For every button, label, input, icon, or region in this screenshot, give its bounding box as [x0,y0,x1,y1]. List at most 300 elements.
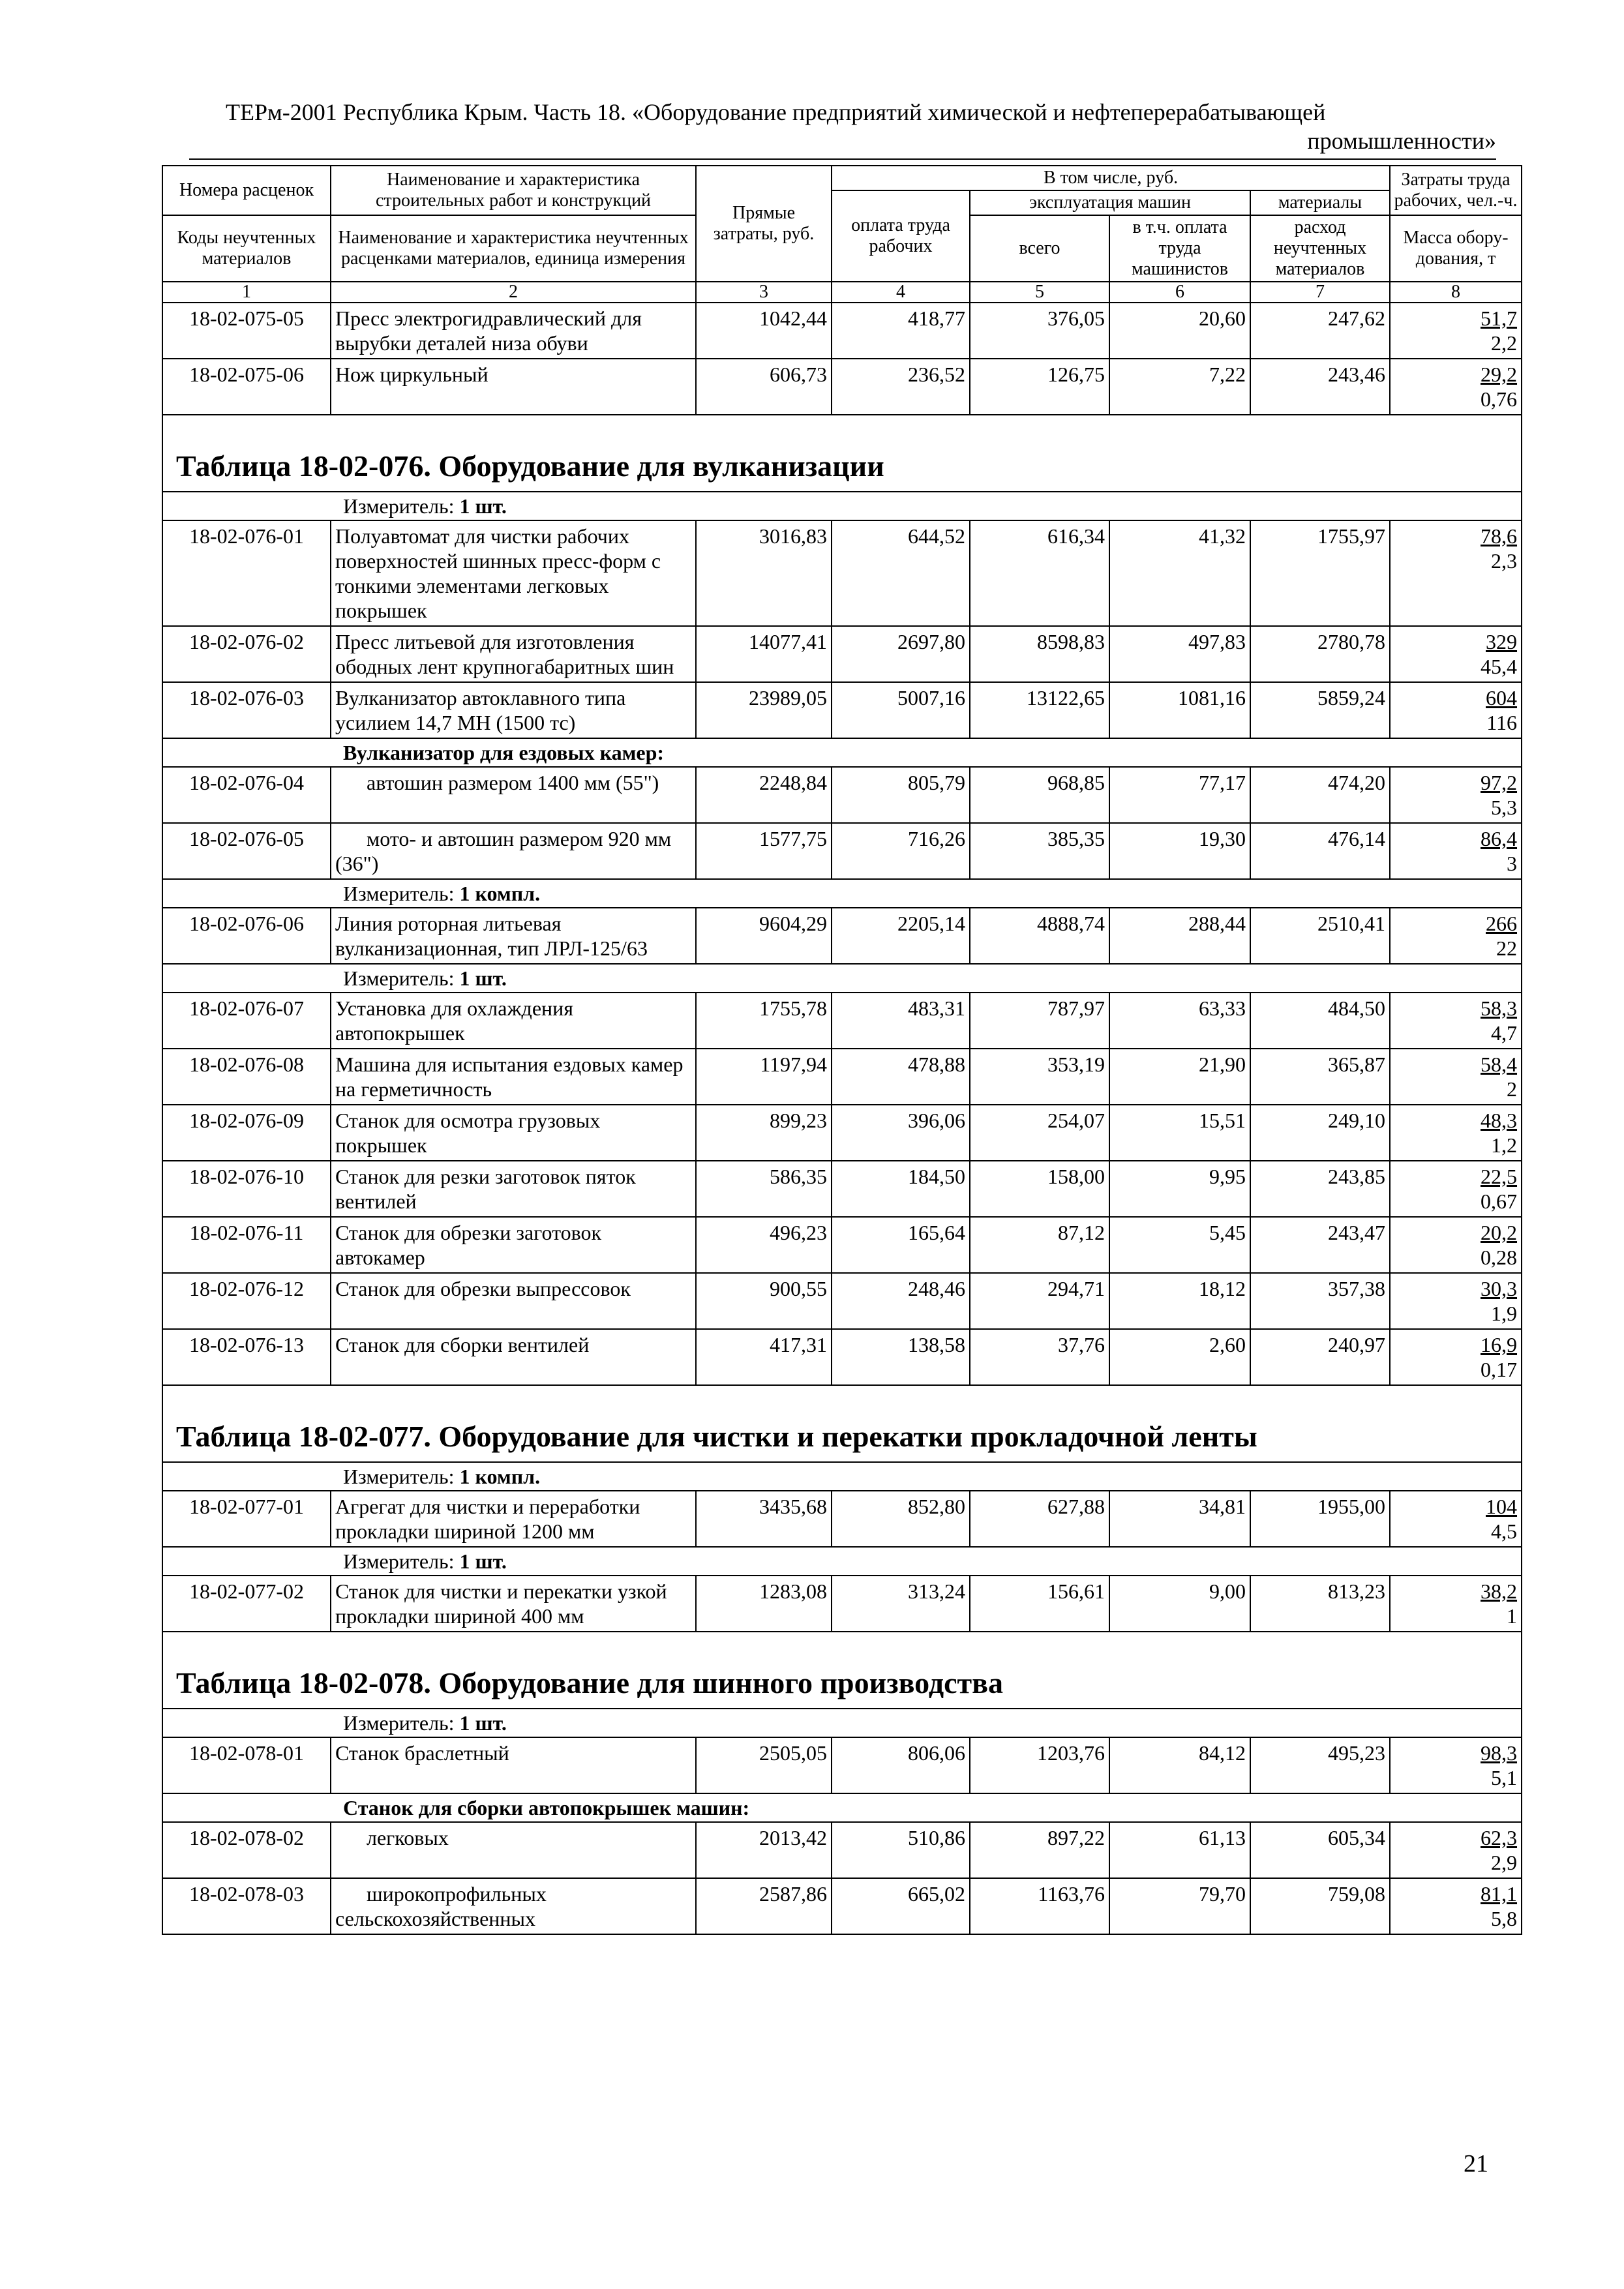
col-number: 7 [1250,282,1390,303]
header-row-1 [162,166,1522,190]
worker-pay: 2205,14 [832,908,970,964]
measure-unit [162,879,1522,908]
rate-name [331,1217,696,1273]
equipment-mass: 3 [1507,852,1518,875]
table-row [162,993,1522,1049]
table-row [162,1878,1522,1934]
rate-name-text: широкопрофильных сельскохозяйственных [335,1882,547,1930]
labor-mass-cell [1390,1822,1522,1878]
equipment-mass: 4,5 [1491,1519,1518,1543]
worker-pay: 418,77 [832,303,970,359]
measure-row [162,1462,1522,1491]
group-subheader: Вулканизатор для ездовых камер: [162,738,1522,767]
rate-name-text: Нож циркульный [335,363,489,386]
direct-cost: 496,23 [696,1217,832,1273]
machinist-pay: 497,83 [1109,626,1250,682]
measure-label: Измеритель: [343,1549,460,1573]
col-number: 1 [162,282,331,303]
measure-label: Измеритель: [343,1465,460,1488]
machine-cost: 385,35 [970,823,1109,879]
direct-cost: 586,35 [696,1161,832,1217]
labor-hours: 98,3 [1481,1741,1518,1765]
material-cost: 484,50 [1250,993,1390,1049]
rate-name-text: мото- и автошин размером 920 мм (36") [335,827,672,875]
worker-pay: 644,52 [832,520,970,626]
machinist-pay: 63,33 [1109,993,1250,1049]
direct-cost: 2505,05 [696,1737,832,1793]
measure-value: 1 шт. [459,494,507,518]
table-row [162,908,1522,964]
rate-code: 18-02-076-05 [162,823,331,879]
machine-cost: 897,22 [970,1822,1109,1878]
machinist-pay: 41,32 [1109,520,1250,626]
labor-mass-cell [1390,823,1522,879]
rate-name [331,1329,696,1385]
equipment-mass: 2,2 [1491,331,1518,355]
rate-name [331,359,696,415]
direct-cost: 3016,83 [696,520,832,626]
labor-mass-cell [1390,1161,1522,1217]
rate-name-text: Пресс литьевой для изготовления ободных лент крупногабаритных шин [335,630,674,678]
direct-cost: 899,23 [696,1105,832,1161]
rate-name [331,823,696,879]
machinist-pay: 77,17 [1109,767,1250,823]
col-unaccounted-header: расход неучтенных материалов [1250,215,1390,282]
direct-cost: 1197,94 [696,1049,832,1105]
table-row [162,303,1522,359]
measure-value: 1 шт. [459,1549,507,1573]
rate-code: 18-02-076-07 [162,993,331,1049]
worker-pay: 805,79 [832,767,970,823]
equipment-mass: 0,76 [1481,387,1518,411]
col-name-header: Наименование и характеристика строительных работ и конструкций [331,166,696,215]
measure-value: 1 шт. [459,966,507,990]
worker-pay: 248,46 [832,1273,970,1329]
machinist-pay: 61,13 [1109,1822,1250,1878]
worker-pay: 2697,80 [832,626,970,682]
table-row [162,1273,1522,1329]
worker-pay: 5007,16 [832,682,970,738]
page-number: 21 [1464,2150,1488,2177]
header-rule [189,158,1496,160]
rate-name [331,1161,696,1217]
measure-label: Измеритель: [343,882,460,905]
labor-mass-cell [1390,1737,1522,1793]
col-name-sub-header: Наименование и характеристика неучтенных расценками материалов, единица измерения [331,215,696,282]
measure-unit [162,1547,1522,1576]
col-codes-header: Номера расценок [162,166,331,215]
rate-name-text: Агрегат для чистки и переработки прокладки шириной 1200 мм [335,1495,640,1543]
section-title-row [162,1632,1522,1709]
equipment-mass: 1,2 [1491,1133,1518,1157]
machinist-pay: 34,81 [1109,1491,1250,1547]
material-cost: 243,85 [1250,1161,1390,1217]
estimate-table [162,165,1522,1935]
section-title-row [162,415,1522,492]
machinist-pay: 9,95 [1109,1161,1250,1217]
equipment-mass: 1,9 [1491,1302,1518,1325]
measure-value: 1 компл. [459,882,541,905]
machine-cost: 8598,83 [970,626,1109,682]
machine-cost: 294,71 [970,1273,1109,1329]
worker-pay: 236,52 [832,359,970,415]
subheader-row [162,1793,1522,1822]
material-cost: 1755,97 [1250,520,1390,626]
labor-hours: 329 [1486,630,1518,653]
material-cost: 495,23 [1250,1737,1390,1793]
labor-mass-cell [1390,767,1522,823]
rate-name [331,1576,696,1632]
rate-code: 18-02-076-08 [162,1049,331,1105]
rate-code: 18-02-078-02 [162,1822,331,1878]
labor-mass-cell [1390,1217,1522,1273]
labor-mass-cell [1390,1049,1522,1105]
material-cost: 759,08 [1250,1878,1390,1934]
rate-code: 18-02-076-04 [162,767,331,823]
machine-cost: 13122,65 [970,682,1109,738]
rate-code: 18-02-076-06 [162,908,331,964]
col-number: 5 [970,282,1109,303]
material-cost: 813,23 [1250,1576,1390,1632]
labor-mass-cell [1390,1105,1522,1161]
table-row [162,682,1522,738]
rate-name-text: Линия роторная литьевая вулканизационная, тип ЛРЛ-125/63 [335,912,648,960]
material-cost: 476,14 [1250,823,1390,879]
worker-pay: 313,24 [832,1576,970,1632]
labor-hours: 86,4 [1481,827,1518,850]
table-row [162,1217,1522,1273]
rate-code: 18-02-076-03 [162,682,331,738]
machine-cost: 353,19 [970,1049,1109,1105]
col-exploit-header: эксплуатация машин [970,190,1250,215]
col-pay-header: оплата труда рабочих [832,190,970,282]
rate-name-text: легковых [367,1826,449,1849]
machinist-pay: 21,90 [1109,1049,1250,1105]
worker-pay: 138,58 [832,1329,970,1385]
table-row [162,1491,1522,1547]
table-row [162,1049,1522,1105]
direct-cost: 2013,42 [696,1822,832,1878]
col-number: 8 [1390,282,1522,303]
measure-unit [162,492,1522,520]
rate-name [331,908,696,964]
equipment-mass: 0,67 [1481,1189,1518,1213]
machinist-pay: 84,12 [1109,1737,1250,1793]
machine-cost: 158,00 [970,1161,1109,1217]
rate-name-text: Вулканизатор автоклавного типа усилием 14,7 МН (1500 тс) [335,686,626,734]
material-cost: 474,20 [1250,767,1390,823]
section-title-row [162,1385,1522,1462]
labor-mass-cell [1390,1576,1522,1632]
col-direct-header: Прямые затраты, руб. [696,166,832,282]
material-cost: 240,97 [1250,1329,1390,1385]
labor-hours: 266 [1486,912,1518,935]
direct-cost: 9604,29 [696,908,832,964]
labor-hours: 604 [1486,686,1518,710]
table-row [162,1329,1522,1385]
worker-pay: 716,26 [832,823,970,879]
machinist-pay: 7,22 [1109,359,1250,415]
machine-cost: 87,12 [970,1217,1109,1273]
machinist-pay: 19,30 [1109,823,1250,879]
material-cost: 2510,41 [1250,908,1390,964]
rate-code: 18-02-076-10 [162,1161,331,1217]
machinist-pay: 18,12 [1109,1273,1250,1329]
rate-name-text: автошин размером 1400 мм (55") [367,771,659,794]
direct-cost: 1755,78 [696,993,832,1049]
group-subheader: Станок для сборки автопокрышек машин: [162,1793,1522,1822]
worker-pay: 510,86 [832,1822,970,1878]
measure-row [162,879,1522,908]
rate-name [331,1822,696,1878]
measure-row [162,1547,1522,1576]
table-row [162,1576,1522,1632]
rate-name [331,767,696,823]
equipment-mass: 5,3 [1491,796,1518,819]
section-title: Таблица 18-02-077. Оборудование для чистки и перекатки прокладочной ленты [162,1385,1522,1462]
worker-pay: 184,50 [832,1161,970,1217]
table-row [162,520,1522,626]
equipment-mass: 2,9 [1491,1851,1518,1874]
equipment-mass: 22 [1496,936,1518,960]
header-line-1: ТЕРм-2001 Республика Крым. Часть 18. «Оборудование предприятий химической и нефтеперерабатывающей [226,99,1326,125]
machinist-pay: 15,51 [1109,1105,1250,1161]
rate-code: 18-02-078-03 [162,1878,331,1934]
equipment-mass: 2,3 [1491,549,1518,573]
rate-name-text: Установка для охлаждения автопокрышек [335,996,573,1045]
rate-name-text: Станок браслетный [335,1741,509,1765]
labor-mass-cell [1390,993,1522,1049]
material-cost: 357,38 [1250,1273,1390,1329]
rate-code: 18-02-078-01 [162,1737,331,1793]
machine-cost: 787,97 [970,993,1109,1049]
labor-hours: 38,2 [1481,1579,1518,1603]
labor-mass-cell [1390,520,1522,626]
direct-cost: 606,73 [696,359,832,415]
rate-name [331,1878,696,1934]
rate-name-text: Машина для испытания ездовых камер на герметичность [335,1053,684,1101]
material-cost: 605,34 [1250,1822,1390,1878]
measure-value: 1 компл. [459,1465,541,1488]
rate-name [331,520,696,626]
worker-pay: 852,80 [832,1491,970,1547]
section-title: Таблица 18-02-078. Оборудование для шинного производства [162,1632,1522,1709]
measure-label: Измеритель: [343,1711,460,1735]
machine-cost: 37,76 [970,1329,1109,1385]
rate-name [331,682,696,738]
equipment-mass: 0,28 [1481,1246,1518,1269]
col-number: 3 [696,282,832,303]
col-codes-sub-header: Коды неучтенных материалов [162,215,331,282]
rate-code: 18-02-076-09 [162,1105,331,1161]
equipment-mass: 5,1 [1491,1766,1518,1789]
rate-code: 18-02-077-01 [162,1491,331,1547]
machine-cost: 254,07 [970,1105,1109,1161]
measure-row [162,492,1522,520]
rate-name [331,1049,696,1105]
col-total-header: всего [970,215,1109,282]
equipment-mass: 2 [1507,1077,1518,1101]
material-cost: 249,10 [1250,1105,1390,1161]
table-row [162,823,1522,879]
direct-cost: 900,55 [696,1273,832,1329]
machine-cost: 616,34 [970,520,1109,626]
equipment-mass: 1 [1507,1604,1518,1628]
rate-name-text: Полуавтомат для чистки рабочих поверхностей шинных пресс-форм с тонкими элементами легковых покрышек [335,524,661,622]
labor-mass-cell [1390,626,1522,682]
labor-hours: 58,3 [1481,996,1518,1020]
worker-pay: 478,88 [832,1049,970,1105]
measure-unit [162,1709,1522,1737]
labor-hours: 48,3 [1481,1109,1518,1132]
labor-hours: 81,1 [1481,1882,1518,1906]
labor-mass-cell [1390,1491,1522,1547]
labor-hours: 20,2 [1481,1221,1518,1244]
material-cost: 2780,78 [1250,626,1390,682]
material-cost: 1955,00 [1250,1491,1390,1547]
direct-cost: 417,31 [696,1329,832,1385]
rate-name-text: Станок для чистки и перекатки узкой прокладки шириной 400 мм [335,1579,667,1628]
machine-cost: 1163,76 [970,1878,1109,1934]
labor-hours: 29,2 [1481,363,1518,386]
col-number: 6 [1109,282,1250,303]
equipment-mass: 116 [1486,711,1518,734]
labor-hours: 97,2 [1481,771,1518,794]
equipment-mass: 45,4 [1481,655,1518,678]
section-title: Таблица 18-02-076. Оборудование для вулканизации [162,415,1522,492]
machine-cost: 4888,74 [970,908,1109,964]
labor-hours: 58,4 [1481,1053,1518,1076]
machinist-pay: 20,60 [1109,303,1250,359]
labor-mass-cell [1390,359,1522,415]
direct-cost: 23989,05 [696,682,832,738]
rate-name-text: Станок для обрезки заготовок автокамер [335,1221,602,1269]
header-line-2: промышленности» [1307,128,1496,154]
col-mass-header: Масса обору-дования, т [1390,215,1522,282]
machine-cost: 376,05 [970,303,1109,359]
rate-name [331,1105,696,1161]
rate-code: 18-02-076-02 [162,626,331,682]
table-row [162,626,1522,682]
material-cost: 5859,24 [1250,682,1390,738]
col-number: 4 [832,282,970,303]
labor-hours: 78,6 [1481,524,1518,548]
measure-unit [162,1462,1522,1491]
rate-name-text: Станок для обрезки выпрессовок [335,1277,631,1300]
worker-pay: 483,31 [832,993,970,1049]
direct-cost: 14077,41 [696,626,832,682]
rate-code: 18-02-076-12 [162,1273,331,1329]
worker-pay: 665,02 [832,1878,970,1934]
equipment-mass: 5,8 [1491,1907,1518,1930]
labor-mass-cell [1390,682,1522,738]
labor-mass-cell [1390,1329,1522,1385]
rate-code: 18-02-076-01 [162,520,331,626]
machine-cost: 156,61 [970,1576,1109,1632]
table-row [162,1161,1522,1217]
machinist-pay: 9,00 [1109,1576,1250,1632]
labor-mass-cell [1390,303,1522,359]
equipment-mass: 4,7 [1491,1021,1518,1045]
table-row [162,1105,1522,1161]
rate-name [331,1737,696,1793]
labor-mass-cell [1390,908,1522,964]
labor-hours: 16,9 [1481,1333,1518,1356]
direct-cost: 3435,68 [696,1491,832,1547]
machinist-pay: 79,70 [1109,1878,1250,1934]
machinist-pay: 288,44 [1109,908,1250,964]
column-number-row [162,282,1522,303]
labor-hours: 30,3 [1481,1277,1518,1300]
table-row [162,1737,1522,1793]
material-cost: 243,47 [1250,1217,1390,1273]
worker-pay: 806,06 [832,1737,970,1793]
rate-name [331,626,696,682]
material-cost: 365,87 [1250,1049,1390,1105]
direct-cost: 1042,44 [696,303,832,359]
direct-cost: 1577,75 [696,823,832,879]
labor-mass-cell [1390,1273,1522,1329]
col-incl-header: В том числе, руб. [832,166,1390,190]
direct-cost: 2587,86 [696,1878,832,1934]
machine-cost: 126,75 [970,359,1109,415]
worker-pay: 396,06 [832,1105,970,1161]
direct-cost: 1283,08 [696,1576,832,1632]
col-number: 2 [331,282,696,303]
table-row [162,359,1522,415]
table-row [162,767,1522,823]
rate-code: 18-02-076-11 [162,1217,331,1273]
rate-name [331,303,696,359]
rate-code: 18-02-076-13 [162,1329,331,1385]
rate-code: 18-02-077-02 [162,1576,331,1632]
material-cost: 247,62 [1250,303,1390,359]
col-labor-header: Затраты труда рабочих, чел.-ч. [1390,166,1522,215]
measure-label: Измеритель: [343,494,460,518]
subheader-row [162,738,1522,767]
measure-value: 1 шт. [459,1711,507,1735]
measure-row [162,1709,1522,1737]
machinist-pay: 5,45 [1109,1217,1250,1273]
machine-cost: 627,88 [970,1491,1109,1547]
machinist-pay: 2,60 [1109,1329,1250,1385]
rate-code: 18-02-075-05 [162,303,331,359]
rate-name-text: Пресс электрогидравлический для вырубки деталей низа обуви [335,307,642,355]
page-header [163,98,1496,155]
rate-name-text: Станок для осмотра грузовых покрышек [335,1109,601,1157]
measure-row [162,964,1522,993]
machinist-pay: 1081,16 [1109,682,1250,738]
labor-mass-cell [1390,1878,1522,1934]
labor-hours: 104 [1486,1495,1518,1518]
measure-unit [162,964,1522,993]
labor-hours: 22,5 [1481,1165,1518,1188]
col-machinists-header: в т.ч. оплата труда машинистов [1109,215,1250,282]
rate-name-text: Станок для резки заготовок пяток вентилей [335,1165,636,1213]
labor-hours: 51,7 [1481,307,1518,330]
rate-name [331,993,696,1049]
rate-name-text: Станок для сборки вентилей [335,1333,590,1356]
machine-cost: 968,85 [970,767,1109,823]
equipment-mass: 0,17 [1481,1358,1518,1381]
table-row [162,1822,1522,1878]
direct-cost: 2248,84 [696,767,832,823]
col-materials-header: материалы [1250,190,1390,215]
measure-label: Измеритель: [343,966,460,990]
rate-code: 18-02-075-06 [162,359,331,415]
labor-hours: 62,3 [1481,1826,1518,1849]
machine-cost: 1203,76 [970,1737,1109,1793]
